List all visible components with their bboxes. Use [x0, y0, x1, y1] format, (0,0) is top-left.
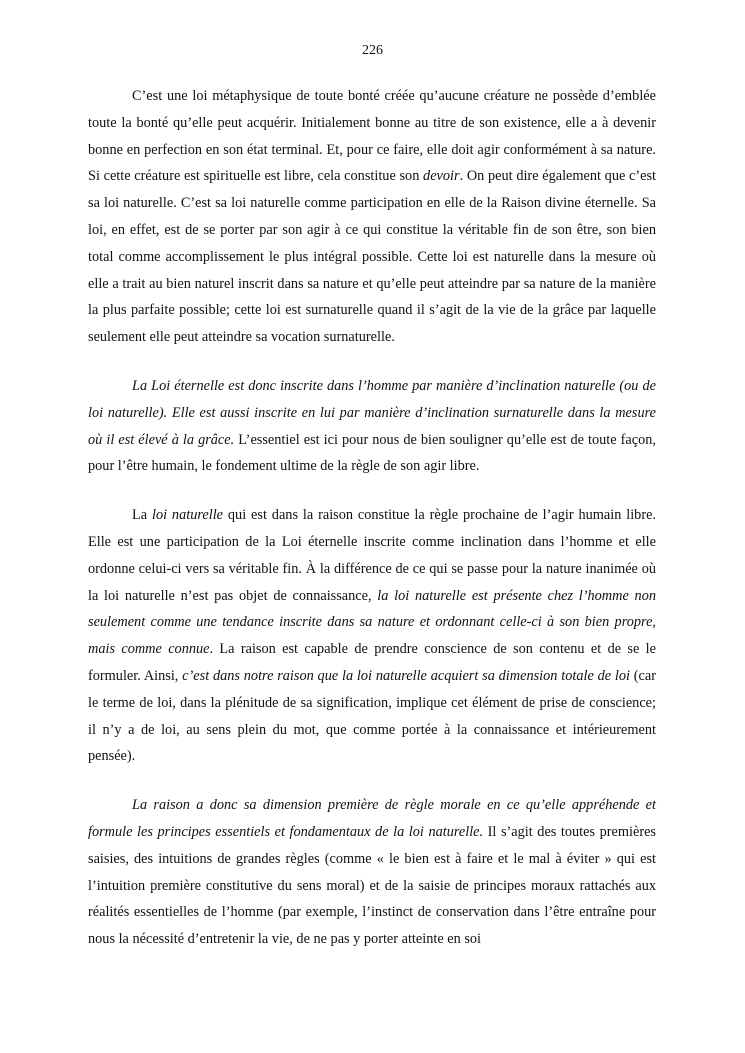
- text-run: Il s’agit des toutes premières saisies, des intuitions de grandes règles (comme « le bien est à faire et le mal à éviter » qui est l’intuition première constitutive du sens moral) et de la saisie de principes moraux rattachés aux réalités essentielles de l’homme (par exemple, l’instinct de conservation dans l’être entraîne pour nous la nécessité d’entretenir la vie, de ne pas y porter atteinte en soi: [88, 823, 656, 948]
- text-run: La: [132, 507, 152, 524]
- emphasis-run: La raison a donc sa dimension première de règle morale en ce qu’elle appréhende et formule les principes essentiels et fondamentaux de la loi naturelle.: [88, 797, 656, 840]
- emphasis-run: c’est dans notre raison que la loi naturelle acquiert sa dimension totale de loi: [182, 667, 630, 684]
- text-run: L’essentiel est ici pour nous de bien souligner qu’elle est de toute façon, pour l’être humain, le fondement ultime de la règle de son agir libre.: [88, 431, 656, 475]
- emphasis-loi-naturelle: loi naturelle: [151, 507, 224, 524]
- paragraph-1: [88, 83, 656, 351]
- text-run: . La raison est capable de prendre conscience de son contenu et de se le formuler. Ainsi,: [88, 641, 656, 684]
- text-run: qui est dans la raison constitue la règle prochaine de l’agir humain libre. Elle est une participation de la Loi éternelle inscrite comme inclination dans l’homme et elle ordonne celui-ci vers sa véritable fin. À la différence de ce qui se passe pour la nature inanimée où la loi naturelle n’est pas objet de connaissance,: [88, 507, 657, 604]
- text-run: (car le terme de loi, dans la plénitude de sa signification, implique cet élément de prise de conscience; il n’y a de loi, au sens plein du mot, que comme portée à la connaissance et intérieurement pensée).: [88, 667, 656, 765]
- text-run: . On peut dire également que c’est sa loi naturelle. C’est sa loi naturelle comme participation en elle de la Raison divine éternelle. Sa loi, en effet, est de se porter par son agir à ce qui constitue la véritable fin de son être, son bien total comme accomplissement le plus intégral possible. Cette loi est naturelle dans la mesure où elle a trait au bien naturel inscrit dans sa nature et qu’elle peut atteindre par sa nature de la manière la plus parfaite possible; cette loi est surnaturelle quand il s’agit de la vie de la grâce par laquelle seulement elle peut atteindre sa vocation surnaturelle.: [88, 168, 656, 346]
- text-run: C’est une loi métaphysique de toute bonté créée qu’aucune créature ne possède d’emblée toute la bonté qu’elle peut acquérir. Initialement bonne au titre de son existence, elle a à devenir bonne en perfection en son état terminal. Et, pour ce faire, elle doit agir conformément à sa nature. Si cette créature est spirituelle est libre, cela constitue son: [88, 88, 656, 185]
- emphasis-run: La Loi éternelle est donc inscrite dans l’homme par manière d’inclination naturelle (ou de loi naturelle). Elle est aussi inscrite en lui par manière d’inclination surnaturelle dans la mesure où il est élevé à la grâce.: [88, 377, 656, 448]
- body-text: [88, 83, 656, 953]
- paragraph-4: [88, 792, 656, 953]
- page-number: 226: [362, 43, 383, 58]
- emphasis-devoir: devoir: [423, 168, 460, 185]
- emphasis-run: la loi naturelle est présente chez l’homme non seulement comme une tendance inscrite dans sa nature et ordonnant celle-ci à son bien propre, mais comme connue: [88, 587, 656, 658]
- paragraph-2: [88, 373, 656, 480]
- paragraph-3: [88, 502, 656, 770]
